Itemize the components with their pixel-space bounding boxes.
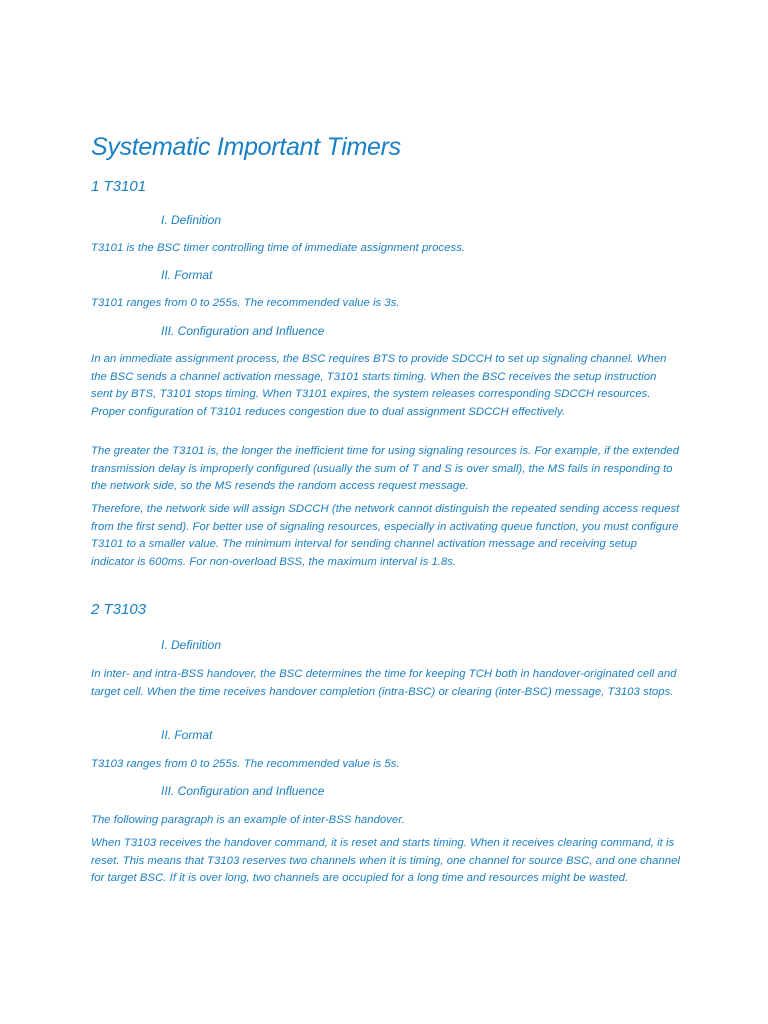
section-heading-t3103: 2 T3103 — [91, 601, 147, 618]
subheading-configuration: III. Configuration and Influence — [161, 784, 325, 798]
paragraph-format: T3103 ranges from 0 to 255s. The recommended value is 5s. — [91, 758, 400, 770]
section-heading-t3101: 1 T3101 — [91, 178, 147, 195]
paragraph-configuration-2: The greater the T3101 is, the longer the inefficient time for using signaling resources is. For example, if the extended transmission delay is improperly configured (usually the sum of T and S is over small), the MS fails in responding to the network side, so the MS resends the random access request message. — [91, 445, 680, 492]
paragraph-configuration-3: Therefore, the network side will assign SDCCH (the network cannot distinguish the repeated sending access request from the first send). For better use of signaling resources, especially in activating queue function, you must configure T3101 to a smaller value. The minimum interval for sending channel activation message and receiving setup indicator is 600ms. For non-overload BSS, the maximum interval is 1.8s. — [91, 503, 680, 568]
paragraph-configuration-1: In an immediate assignment process, the BSC requires BTS to provide SDCCH to set up signaling channel. When the BSC sends a channel activation message, T3101 starts timing. When the BSC receives the setup instruction sent by BTS, T3101 stops timing. When T3101 expires, the system releases corresponding SDCCH resources. Proper configuration of T3101 reduces congestion due to dual assignment SDCCH effectively. — [91, 353, 667, 418]
paragraph-definition: In inter- and intra-BSS handover, the BSC determines the time for keeping TCH both in handover-originated cell and target cell. When the time receives handover completion (intra-BSC) or clearing (inter-BSC) message, T3103 stops. — [91, 668, 677, 698]
subheading-format: II. Format — [161, 268, 213, 282]
paragraph-configuration-1: The following paragraph is an example of inter-BSS handover. — [91, 814, 405, 826]
subheading-configuration: III. Configuration and Influence — [161, 324, 325, 338]
paragraph-configuration-2: When T3103 receives the handover command, it is reset and starts timing. When it receives clearing command, it is reset. This means that T3103 reserves two channels when it is timing, one channel for source BSC, and one channel for target BSC. If it is over long, two channels are occupied for a long time and resources might be wasted. — [91, 837, 681, 884]
subheading-definition: I. Definition — [161, 638, 222, 652]
document-title: Systematic Important Timers — [91, 133, 401, 161]
paragraph-definition: T3101 is the BSC timer controlling time of immediate assignment process. — [91, 242, 466, 254]
paragraph-format: T3101 ranges from 0 to 255s. The recommended value is 3s. — [91, 297, 400, 309]
subheading-definition: I. Definition — [161, 213, 222, 227]
subheading-format: II. Format — [161, 728, 213, 742]
